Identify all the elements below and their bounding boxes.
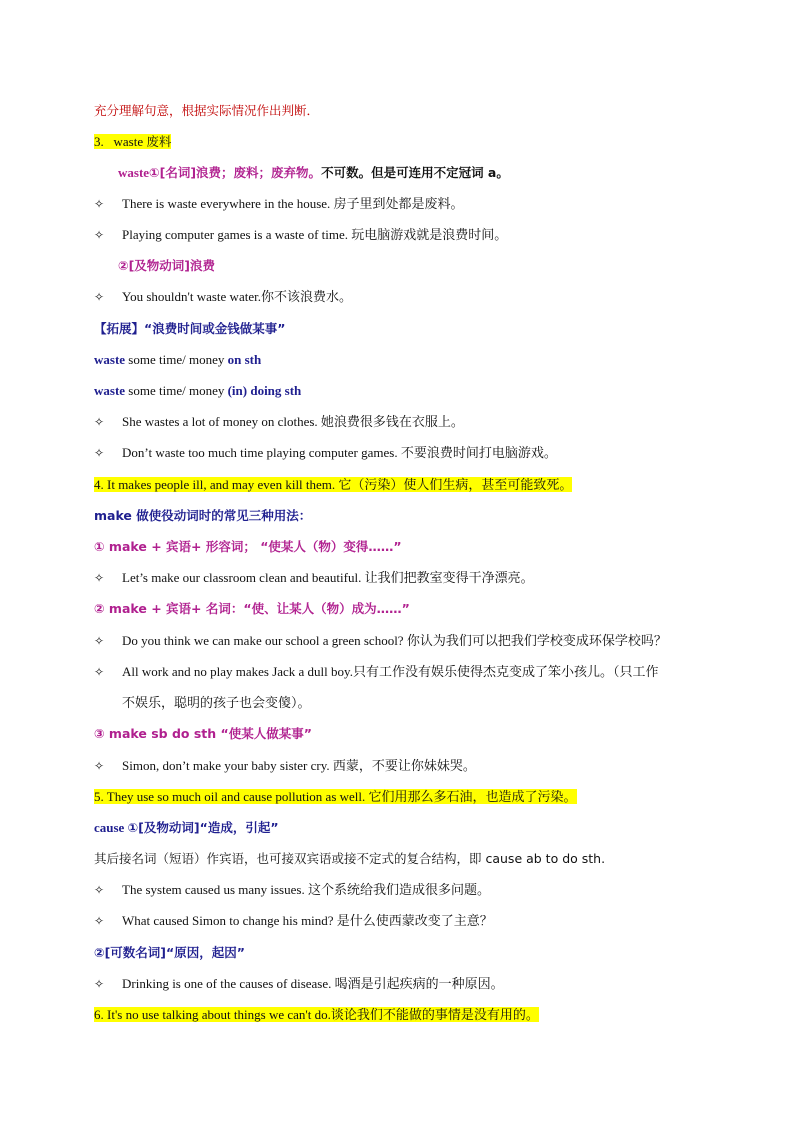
section-5-sentence	[94, 788, 577, 806]
section-3-heading	[94, 133, 171, 151]
example-item	[94, 288, 352, 306]
highlighted-sentence: 6. It's no use talking about things we can't do.谈论我们不能做的事情是没有用的。	[94, 1007, 539, 1022]
example-item	[94, 881, 490, 899]
example-text: Let’s make our classroom clean and beautiful. 让我们把教室变得干净漂亮。	[122, 570, 534, 585]
example-item	[94, 757, 476, 775]
highlighted-sentence: 4. It makes people ill, and may even kill them. 它（污染）使人们生病，甚至可能致死。	[94, 477, 573, 492]
section-3-word: waste	[113, 134, 144, 149]
make-usage-2: ② make + 宾语+ 名词：“使、让某人（物）成为……”	[94, 601, 410, 616]
bullet-icon: ✧	[94, 197, 105, 211]
phrase-tail: (in) doing sth	[227, 383, 302, 398]
example-text: All work and no play makes Jack a dull boy.只有工作没有娱乐使得杰克变成了笨小孩儿。（只工作	[122, 664, 659, 679]
make-usage-3: ③ make sb do sth “使某人做某事”	[94, 726, 312, 741]
example-text: Playing computer games is a waste of time. 玩电脑游戏就是浪费时间。	[122, 227, 508, 242]
example-item	[94, 975, 504, 993]
waste-word: waste	[118, 165, 150, 180]
cause-verb-pos: ①[及物动词]“造成，引起”	[127, 820, 279, 835]
phrase-line	[94, 382, 301, 400]
example-continuation: 不娱乐，聪明的孩子也会变傻）。	[122, 695, 311, 710]
example-item	[94, 569, 534, 587]
section-3-cn: 废料	[146, 134, 172, 149]
extension-title: 【拓展】“浪费时间或金钱做某事”	[94, 321, 286, 336]
phrase-keyword: waste	[94, 383, 126, 398]
cause-word: cause	[94, 820, 125, 835]
example-item	[94, 663, 658, 681]
example-text: What caused Simon to change his mind? 是什么使西蒙改变了主意？	[122, 913, 493, 928]
make-usage-1: ① make + 宾语+ 形容词； “使某人（物）变得……”	[94, 539, 402, 554]
phrase-keyword: waste	[94, 352, 126, 367]
example-item	[94, 195, 464, 213]
bullet-icon: ✧	[94, 977, 105, 991]
example-item	[94, 444, 557, 462]
waste-noun-note: 不可数。但是可连用不定冠词 a。	[321, 165, 509, 180]
example-text: Drinking is one of the causes of disease. 喝酒是引起疾病的一种原因。	[122, 976, 504, 991]
example-text: Simon, don’t make your baby sister cry. 西蒙，不要让你妹妹哭。	[122, 758, 476, 773]
example-text: Do you think we can make our school a green school? 你认为我们可以把我们学校变成环保学校吗？	[122, 633, 667, 648]
example-text: You shouldn't waste water.你不该浪费水。	[122, 289, 352, 304]
example-item	[94, 226, 507, 244]
waste-noun-definition	[118, 164, 509, 182]
intro-line: 充分理解句意，根据实际情况作出判断．	[94, 103, 320, 118]
waste-noun-pos: ①[名词]浪费；废料；废弃物。	[149, 165, 322, 180]
bullet-icon: ✧	[94, 634, 105, 648]
example-text: There is waste everywhere in the house. 房子里到处都是废料。	[122, 196, 464, 211]
cause-noun-definition: ②[可数名词]“原因，起因”	[94, 945, 245, 960]
bullet-icon: ✧	[94, 665, 105, 679]
example-text: The system caused us many issues. 这个系统给我们造成很多问题。	[122, 882, 490, 897]
highlighted-sentence: 5. They use so much oil and cause pollution as well. 它们用那么多石油，也造成了污染。	[94, 789, 577, 804]
section-3-number: 3.	[94, 134, 104, 149]
example-text: She wastes a lot of money on clothes. 她浪费很多钱在衣服上。	[122, 414, 464, 429]
phrase-middle: some time/ money	[125, 383, 228, 398]
cause-description: 其后接名词（短语）作宾语，也可接双宾语或接不定式的复合结构，即 cause ab to do sth.	[94, 851, 606, 866]
phrase-middle: some time/ money	[125, 352, 228, 367]
section-4-sentence	[94, 476, 572, 494]
phrase-line	[94, 351, 261, 369]
example-item	[94, 413, 464, 431]
example-text: Don’t waste too much time playing computer games. 不要浪费时间打电脑游戏。	[122, 445, 557, 460]
bullet-icon: ✧	[94, 446, 105, 460]
example-item	[94, 632, 667, 650]
bullet-icon: ✧	[94, 290, 105, 304]
cause-verb-definition	[94, 819, 279, 837]
bullet-icon: ✧	[94, 914, 105, 928]
example-item	[94, 912, 493, 930]
bullet-icon: ✧	[94, 883, 105, 897]
make-usage-title: make 做使役动词时的常见三种用法：	[94, 508, 312, 523]
waste-verb-definition: ②[及物动词]浪费	[118, 258, 216, 273]
bullet-icon: ✧	[94, 759, 105, 773]
phrase-tail: on sth	[227, 352, 262, 367]
bullet-icon: ✧	[94, 415, 105, 429]
bullet-icon: ✧	[94, 571, 105, 585]
section-6-sentence	[94, 1006, 539, 1024]
bullet-icon: ✧	[94, 228, 105, 242]
